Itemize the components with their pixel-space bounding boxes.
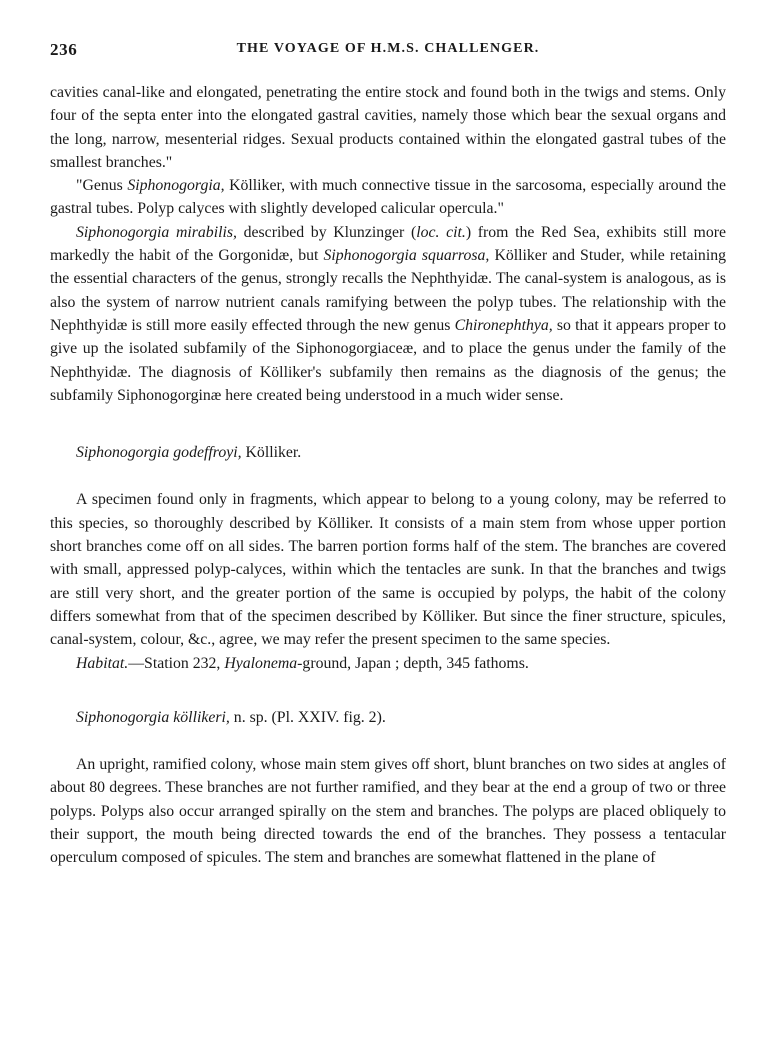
taxon-name: Siphonogorgia köllikeri, [76,708,230,726]
page [50,40,726,870]
text-run: so that it appears proper to give up the isolated subfamily of the Siphonogorgiaceæ, and to place the genus under the family of the Nephthyidæ. The diagnosis of Kölliker's subfamily then remains as the diagnosis of the genus; the subfamily Siphonogorginæ here created being understood in a much wider sense. [50,316,726,404]
text-run: —Station 232, [128,654,225,672]
taxon-name: Siphonogorgia squarrosa, [323,247,490,265]
text-run: Kölliker, with much connective tissue in the sarcosoma, especially around the gastral tubes. Polyp calyces with slightly developed calicular opercula." [50,177,727,218]
citation: loc. cit. [416,223,466,241]
page-number: 236 [50,40,78,59]
text-run: -ground, Japan ; depth, 345 fathoms. [297,654,529,672]
text-run: Kölliker. [241,444,302,462]
taxon-name: Siphonogorgia godeffroyi, [76,444,242,462]
running-title: THE VOYAGE OF H.M.S. CHALLENGER. [236,41,540,56]
text-run: described by Klunzinger ( [236,223,417,241]
paragraph-genus-siphonogorgia [50,174,726,221]
text-run: n. sp. (Pl. XXIV. fig. 2). [229,708,386,726]
paragraph-habitat [50,652,726,675]
running-head [50,40,726,64]
body-text [50,81,726,870]
habitat-label: Habitat. [76,654,129,672]
species-heading-kollikeri [50,706,726,729]
paragraph-kollikeri-description: An upright, ramified colony, whose main stem gives off short, blunt branches on two sides at angles of about 80 degrees. These branches are not further ramified, and they bear at the end a group of two or three polyps. Polyps also occur arranged spirally on the stem and branches. The polyps are placed obliquely to their support, the mouth being directed towards the end of the branches. They possess a tentacular operculum composed of spicules. The stem and branches are somewhat flattened in the plane of [50,756,726,867]
taxon-name: Siphonogorgia, [127,177,225,195]
text-run: "Genus [76,177,128,195]
species-heading-godeffroyi [50,441,726,464]
paragraph-siphonogorgia-mirabilis [50,221,726,407]
text-run: Kölliker and Studer, while retaining the essential characters of the genus, strongly recalls the Nephthyidæ. The canal-system is analogous, as is also the system of narrow nutrient canals ramifying between the polyp tubes. The relationship with the Nephthyidæ is still more easily effected through the new genus [50,247,727,334]
taxon-name: Hyalonema [224,654,298,672]
text-run: ) from the Red Sea, exhibits still more markedly the habit of the Gorgonidæ, but [50,223,727,265]
paragraph-continued: cavities canal-like and elongated, penetrating the entire stock and found both in the twigs and stems. Only four of the septa enter into the elongated gastral cavities, namely those which bear the sexual organs and the long, narrow, mesenterial ridges. Sexual products contained within the elongated gastral tubes of the smallest branches." [50,84,726,171]
taxon-name: Siphonogorgia mirabilis, [76,223,237,241]
paragraph-godeffroyi-description: A specimen found only in fragments, which appear to belong to a young colony, may be referred to this species, so thoroughly described by Kölliker. It consists of a main stem from whose upper portion short branches come off on all sides. The barren portion forms half of the stem. The branches are covered with small, appressed polyp-calyces, within which the tentacles are sunk. In that the branches and twigs are still very short, and the greater portion of the same is occupied by polyps, the habit of the colony differs somewhat from that of the specimen described by Kölliker. But since the finer structure, spicules, canal-system, colour, &c., agree, we may refer the present specimen to the same species. [50,491,726,649]
taxon-name: Chironephthya, [454,316,553,334]
